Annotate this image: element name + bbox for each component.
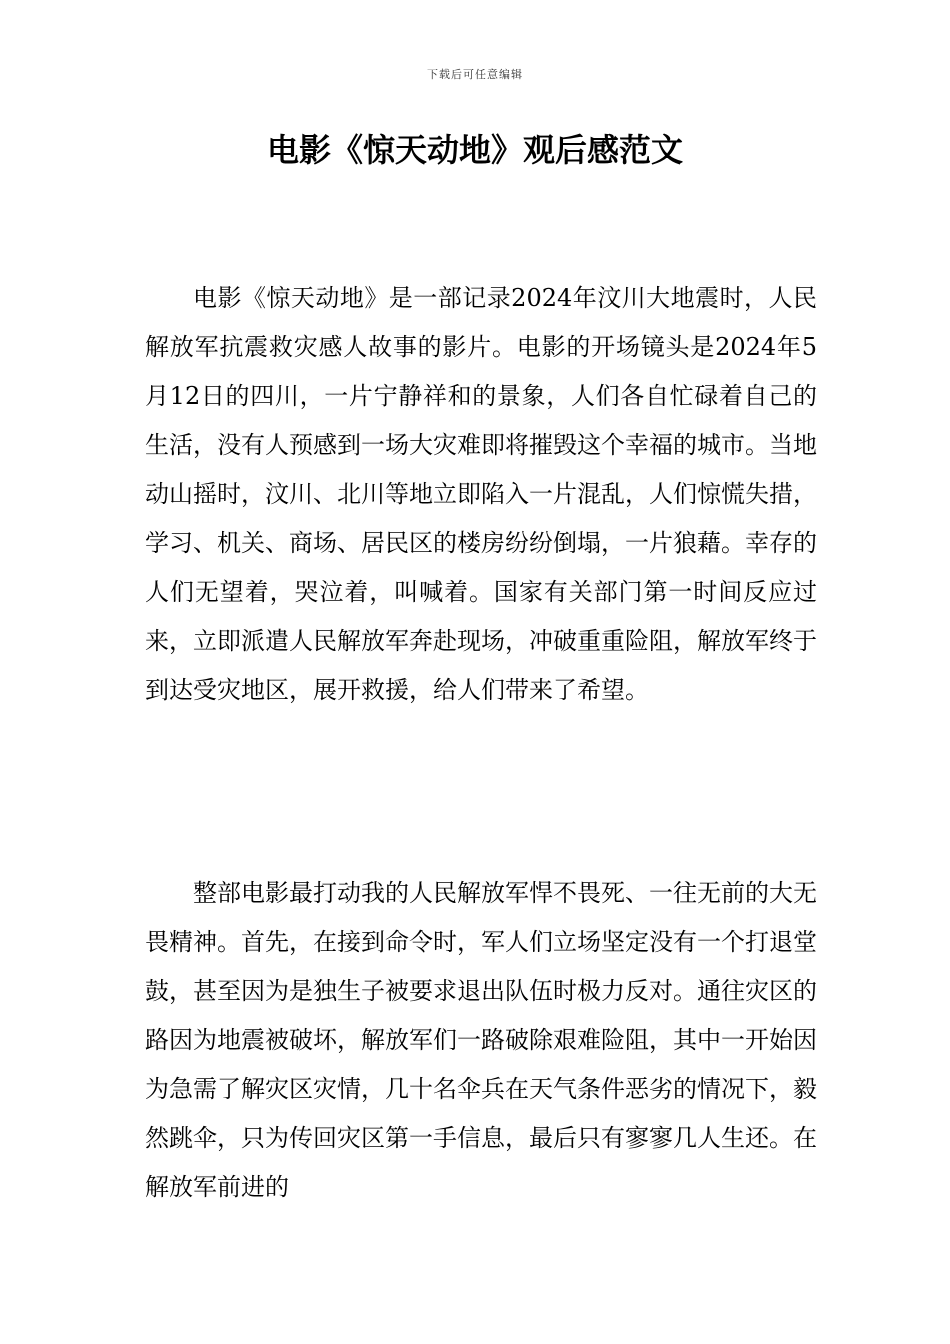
body-paragraph-1: 电影《惊天动地》是一部记录2024年汶川大地震时，人民解放军抗震救灾感人故事的影片。电影的开场镜头是2024年5月12日的四川，一片宁静祥和的景象，人们各自忙碌着自己的生活，没有人预感到一场大灾难即将摧毁这个幸福的城市。当地动山摇时，汶川、北川等地立即陷入一片混乱，人们惊慌失措，学习、机关、商场、居民区的楼房纷纷倒塌，一片狼藉。幸存的人们无望着，哭泣着，叫喊着。国家有关部门第一时间反应过来，立即派遣人民解放军奔赴现场，冲破重重险阻，解放军终于到达受灾地区，展开救援，给人们带来了希望。 [145, 284, 817, 704]
document-title: 电影《惊天动地》观后感范文 [266, 131, 683, 169]
body-paragraph-2: 整部电影最打动我的人民解放军悍不畏死、一往无前的大无畏精神。首先，在接到命令时，军人们立场坚定没有一个打退堂鼓，甚至因为是独生子被要求退出队伍时极力反对。通往灾区的路因为地震被破坏，解放军们一路破除艰难险阻，其中一开始因为急需了解灾区灾情，几十名伞兵在天气条件恶劣的情况下，毅然跳伞，只为传回灾区第一手信息，最后只有寥寥几人生还。在解放军前进的 [145, 879, 817, 1201]
header-note: 下载后可任意编辑 [427, 68, 523, 81]
